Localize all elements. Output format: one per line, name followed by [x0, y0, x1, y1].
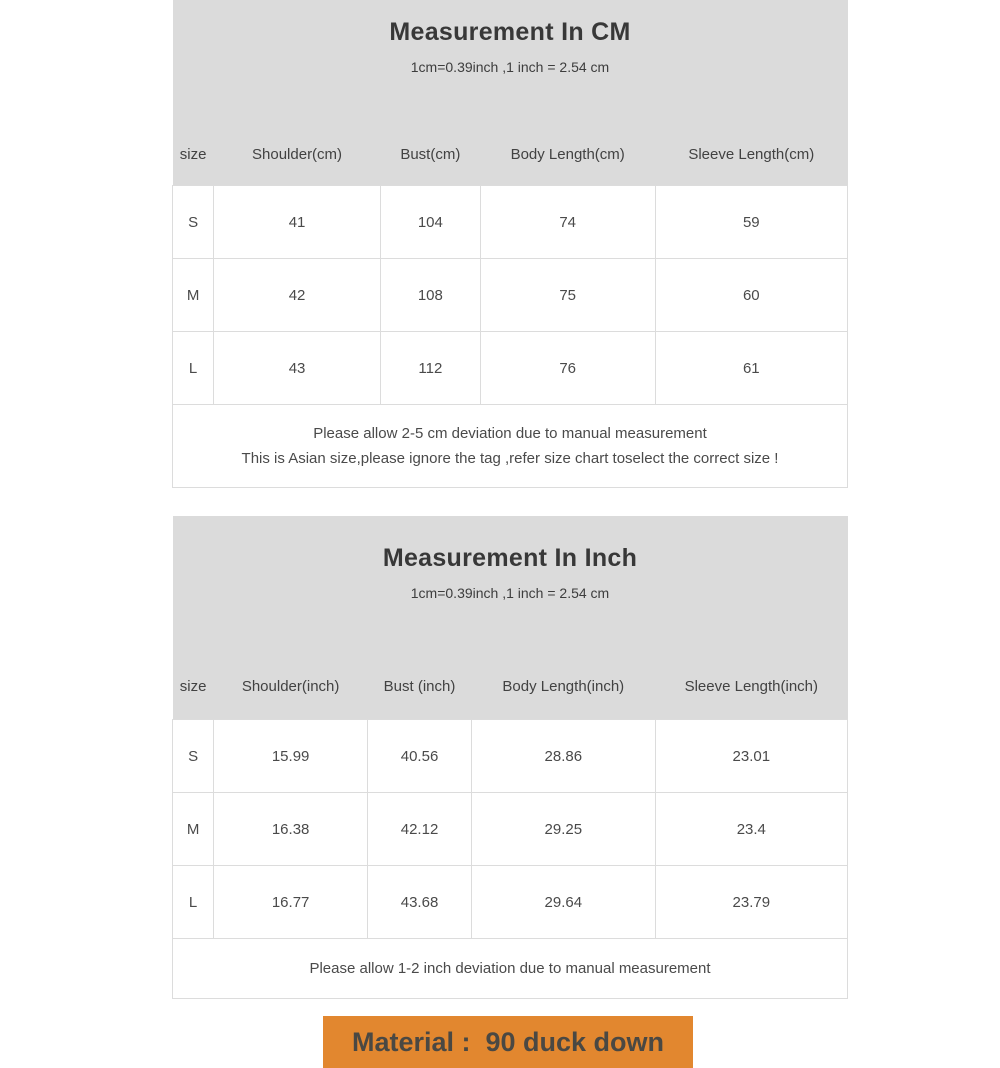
bust-cell: 40.56	[368, 720, 472, 793]
size-cell: M	[173, 793, 214, 866]
body-length-cell: 76	[480, 332, 655, 405]
cm-conversion-note: 1cm=0.39inch ,1 inch = 2.54 cm	[410, 59, 610, 75]
cm-asian-size-note: This is Asian size,please ignore the tag ,refer size chart toselect the correct size !	[241, 450, 779, 467]
size-cell: M	[173, 259, 214, 332]
shoulder-cell: 16.77	[214, 866, 368, 939]
cm-row-l	[173, 332, 848, 405]
cm-row-s	[173, 186, 848, 259]
cm-table-header	[173, 0, 848, 186]
shoulder-cell: 42	[214, 259, 381, 332]
size-chart-content	[172, 0, 848, 1068]
inch-col-body-length: Body Length(inch)	[472, 601, 656, 720]
inch-note-row	[173, 939, 848, 999]
shoulder-cell: 41	[214, 186, 381, 259]
body-length-cell: 29.64	[472, 866, 656, 939]
shoulder-cell: 16.38	[214, 793, 368, 866]
bust-cell: 104	[380, 186, 480, 259]
cm-col-size: size	[173, 75, 214, 186]
cm-col-shoulder: Shoulder(cm)	[214, 75, 381, 186]
cm-measurement-table	[172, 0, 848, 488]
size-cell: L	[173, 866, 214, 939]
inch-conversion-note: 1cm=0.39inch ,1 inch = 2.54 cm	[410, 585, 610, 601]
body-length-cell: 29.25	[472, 793, 656, 866]
inch-section-title: Measurement In Inch	[382, 544, 638, 572]
bust-cell: 112	[380, 332, 480, 405]
body-length-cell: 28.86	[472, 720, 656, 793]
cm-column-header-row	[173, 75, 848, 186]
shoulder-cell: 15.99	[214, 720, 368, 793]
material-bar	[323, 1016, 693, 1068]
inch-col-sleeve-length: Sleeve Length(inch)	[655, 601, 847, 720]
cm-col-bust: Bust(cm)	[380, 75, 480, 186]
bust-cell: 42.12	[368, 793, 472, 866]
body-length-cell: 74	[480, 186, 655, 259]
sleeve-length-cell: 61	[655, 332, 847, 405]
inch-table-header	[173, 516, 848, 720]
bust-cell: 43.68	[368, 866, 472, 939]
inch-column-header-row	[173, 601, 848, 720]
inch-row-l	[173, 866, 848, 939]
cm-deviation-note: Please allow 2-5 cm deviation due to manual measurement	[313, 425, 707, 442]
inch-col-bust: Bust (inch)	[368, 601, 472, 720]
sleeve-length-cell: 60	[655, 259, 847, 332]
sleeve-length-cell: 59	[655, 186, 847, 259]
body-length-cell: 75	[480, 259, 655, 332]
size-cell: S	[173, 186, 214, 259]
inch-col-size: size	[173, 601, 214, 720]
cm-col-sleeve-length: Sleeve Length(cm)	[655, 75, 847, 186]
shoulder-cell: 43	[214, 332, 381, 405]
inch-measurement-table	[172, 516, 848, 999]
bust-cell: 108	[380, 259, 480, 332]
inch-col-shoulder: Shoulder(inch)	[214, 601, 368, 720]
material-label: Material : 90 duck down	[351, 1026, 665, 1057]
sleeve-length-cell: 23.79	[655, 866, 847, 939]
sleeve-length-cell: 23.4	[655, 793, 847, 866]
inch-deviation-note: Please allow 1-2 inch deviation due to manual measurement	[309, 960, 711, 977]
cm-note-row	[173, 405, 848, 488]
size-cell: S	[173, 720, 214, 793]
size-cell: L	[173, 332, 214, 405]
sleeve-length-cell: 23.01	[655, 720, 847, 793]
cm-col-body-length: Body Length(cm)	[480, 75, 655, 186]
cm-row-m	[173, 259, 848, 332]
cm-section-title: Measurement In CM	[389, 18, 631, 46]
inch-row-s	[173, 720, 848, 793]
inch-row-m	[173, 793, 848, 866]
